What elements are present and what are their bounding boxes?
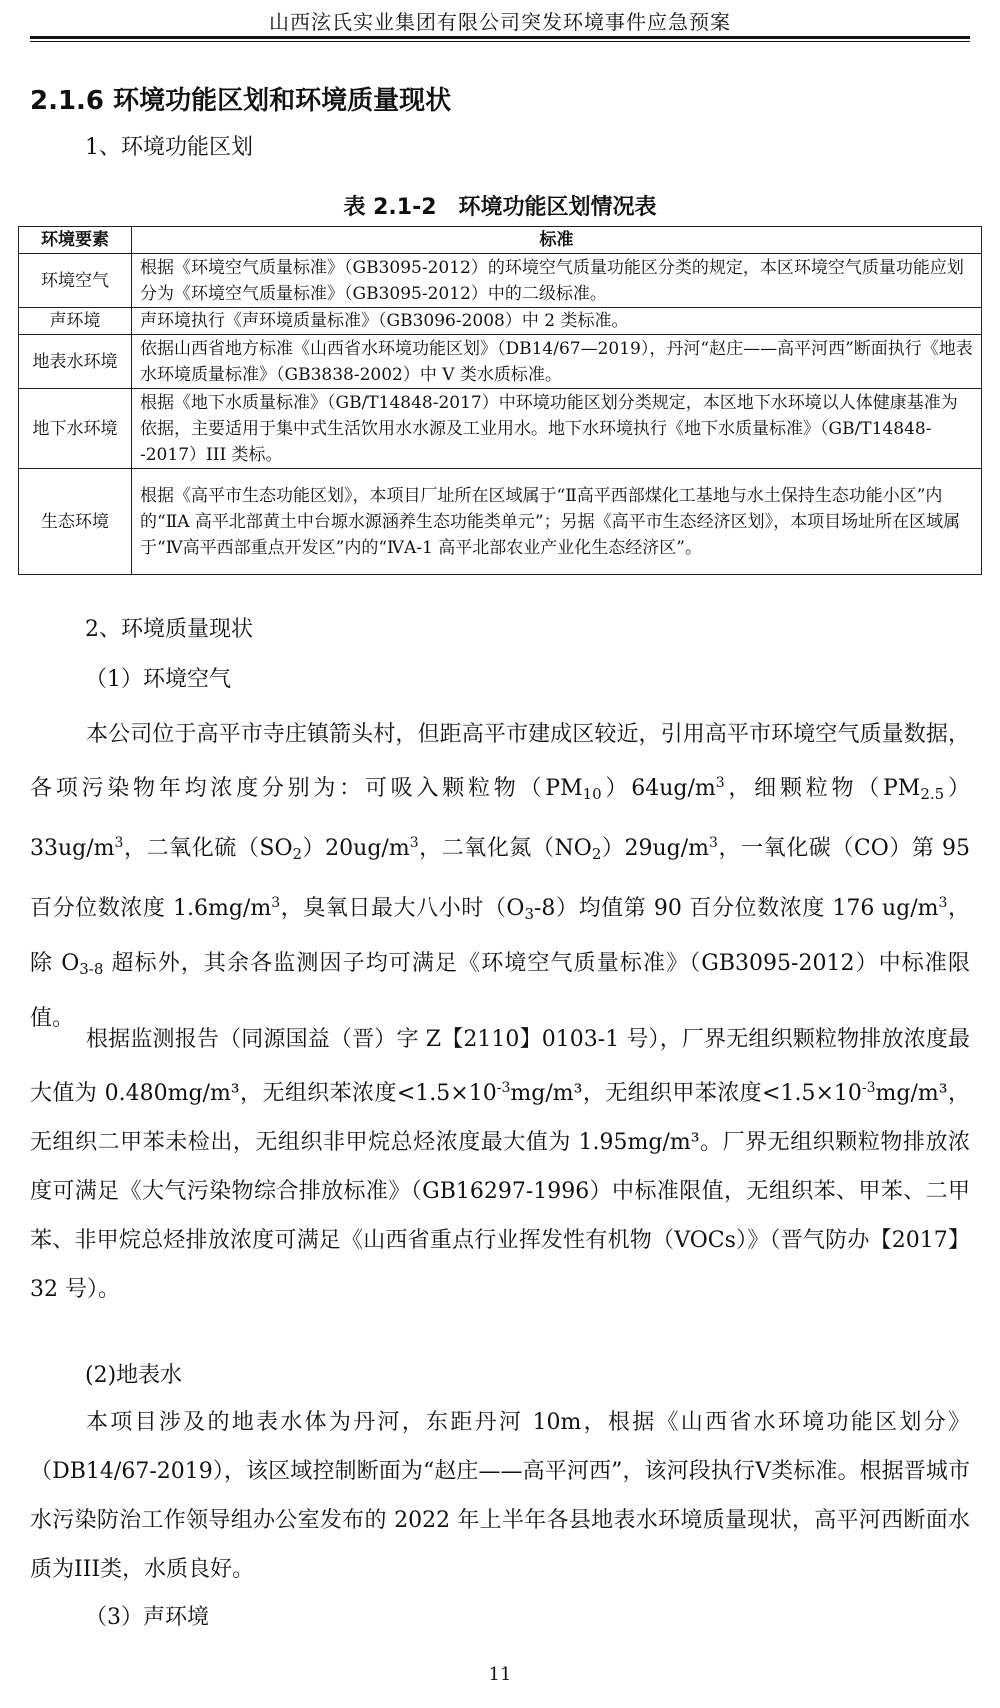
superscript: 3 <box>938 895 948 911</box>
text-run: mg/m³，无组织二甲苯未检出，无组织非甲烷总烃浓度最大值为 1.95mg/m³。厂界无组织颗粒物排放浓度可满足《大气污染物综合排放标准》（GB16297-1996）中标准限值，无组织苯、甲苯、二甲苯、非甲烷总烃排放浓度可满足《山西省重点行业挥发性有机物（VOCs）》（晋气防办【2017】32 号）。 <box>30 1081 970 1302</box>
table-cell-key: 生态环境 <box>19 469 132 575</box>
air-heading: （1）环境空气 <box>85 667 231 692</box>
text-run: ，二氧化氮（NO <box>418 836 592 861</box>
superscript: 3 <box>114 835 124 851</box>
surface-water-paragraph: 本项目涉及的地表水体为丹河，东距丹河 10m，根据《山西省水环境功能区划分》（DB14/67-2019），该区域控制断面为“赵庄——高平河西”，该河段执行Ⅴ类标准。根据晋城市水污染防治工作领导组办公室发布的 2022 年上半年各县地表水环境质量现状，高平河西断面水质为III类，水质良好。 <box>30 1410 970 1582</box>
subscript: 10 <box>582 785 602 803</box>
subsection-heading-zoning: 1、环境功能区划 <box>85 135 253 160</box>
superscript: -3 <box>496 1080 511 1096</box>
zoning-table <box>18 226 982 575</box>
text-run: ，一氧化碳（CO）第 95 百分位数浓度 1.6mg/m <box>30 836 971 921</box>
subscript: 2 <box>591 845 602 863</box>
text-run: ）29ug/m <box>601 836 710 861</box>
text-run: ，除 O <box>30 896 970 976</box>
text-run: 超标外，其余各监测因子均可满足《环境空气质量标准》（GB3095-2012）中标准限值。 <box>30 951 970 1031</box>
header-rule-thin <box>30 41 970 42</box>
table-row <box>19 254 982 308</box>
section-heading: 2.1.6 环境功能区划和环境质量现状 <box>30 86 452 116</box>
subscript: 3 <box>524 905 534 923</box>
text-run: mg/m³，无组织甲苯浓度<1.5×10 <box>510 1081 862 1106</box>
superscript: 3 <box>709 835 718 851</box>
table-caption: 表 2.1-2 环境功能区划情况表 <box>343 195 657 220</box>
superscript: 3 <box>409 835 419 851</box>
text-run: ，臭氧日最大八小时（O <box>280 896 525 921</box>
table-cell-key: 环境空气 <box>19 254 132 308</box>
superscript: -3 <box>861 1080 876 1096</box>
table-cell-value: 根据《高平市生态功能区划》，本项目厂址所在区域属于“Ⅱ高平西部煤化工基地与水土保持生态功能小区”内的“ⅡA 高平北部黄土中台塬水源涵养生态功能类单元”；另据《高平市生态经济区划》，本项目场址所在区域属于“Ⅳ高平西部重点开发区”内的“ⅣA-1 高平北部农业产业化生态经济区”。 <box>132 469 982 575</box>
subsection-heading-quality: 2、环境质量现状 <box>85 617 253 642</box>
table-row <box>19 469 982 575</box>
air-paragraph-2 <box>30 1015 970 1314</box>
subscript: 2.5 <box>920 785 945 803</box>
subscript: 2 <box>292 845 303 863</box>
table-cell-key: 地表水环境 <box>19 335 132 389</box>
air-paragraph-1 <box>30 710 970 1043</box>
table-cell-key: 声环境 <box>19 308 132 335</box>
text-run: ）33ug/m <box>30 776 970 861</box>
noise-heading: （3）声环境 <box>85 1605 209 1630</box>
table-header-row <box>19 227 982 254</box>
text-run: ，二氧化硫（SO <box>123 836 293 861</box>
text-run: ，细颗粒物（PM <box>724 776 921 801</box>
superscript: 3 <box>271 895 281 911</box>
table-cell-value: 声环境执行《声环境质量标准》（GB3096-2008）中 2 类标准。 <box>132 308 982 335</box>
page-number: 11 <box>488 1664 512 1685</box>
superscript: 3 <box>715 775 725 791</box>
subscript: 3-8 <box>79 960 104 978</box>
surface-water-heading: (2)地表水 <box>85 1363 183 1388</box>
header-rule-thick <box>30 36 970 39</box>
table-row <box>19 389 982 469</box>
text-run: -8）均值第 90 百分位数浓度 176 ug/m <box>534 896 939 921</box>
text-run: 本公司位于高平市寺庄镇箭头村，但距高平市建成区较近，引用高平市环境空气质量数据，各项污染物年均浓度分别为：可吸入颗粒物（PM <box>30 722 970 801</box>
text-run: ）64ug/m <box>601 776 716 801</box>
table-cell-value: 依据山西省地方标准《山西省水环境功能区划》（DB14/67—2019），丹河“赵庄——高平河西”断面执行《地表水环境质量标准》（GB3838-2002）中 V 类水质标准。 <box>132 335 982 389</box>
page-header-title: 山西泫氏实业集团有限公司突发环境事件应急预案 <box>269 10 731 34</box>
table-cell-value: 根据《环境空气质量标准》（GB3095-2012）的环境空气质量功能区分类的规定，本区环境空气质量功能应划分为《环境空气质量标准》（GB3095-2012）中的二级标准。 <box>132 254 982 308</box>
table-cell-value: 根据《地下水质量标准》（GB/T14848-2017）中环境功能区划分类规定，本区地下水环境以人体健康基准为依据，主要适用于集中式生活饮用水水源及工业用水。地下水环境执行《地下水质量标准》（GB/T14848--2017）III 类标。 <box>132 389 982 469</box>
table-cell-key: 地下水环境 <box>19 389 132 469</box>
table-row <box>19 335 982 389</box>
text-run: 根据监测报告（同源国益（晋）字 Z【2110】0103-1 号），厂界无组织颗粒物排放浓度最大值为 0.480mg/m³，无组织苯浓度<1.5×10 <box>30 1027 970 1106</box>
table-header-cell: 标准 <box>132 227 982 254</box>
text-run: ）20ug/m <box>302 836 410 861</box>
table-header-cell: 环境要素 <box>19 227 132 254</box>
table-row <box>19 308 982 335</box>
